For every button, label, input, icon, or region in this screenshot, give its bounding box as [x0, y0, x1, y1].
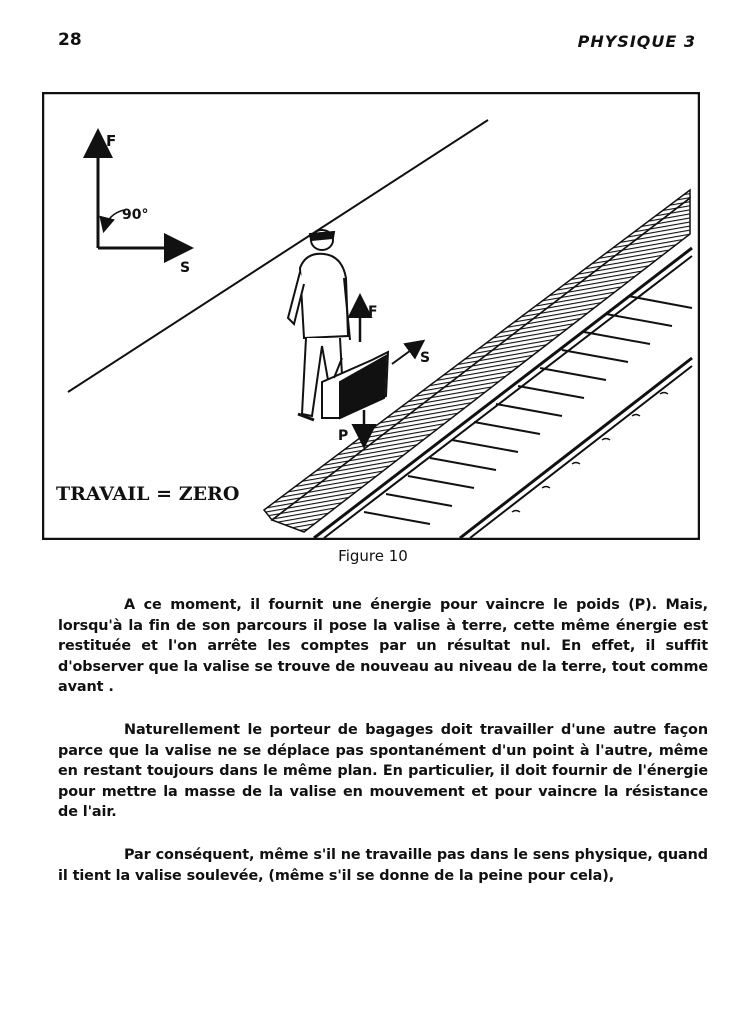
- angle-label: 90°: [122, 207, 149, 223]
- page-number: 28: [58, 30, 82, 50]
- body-text: [58, 595, 708, 908]
- paragraph: Par conséquent, même s'il ne travaille pas dans le sens physique, quand il tient la valise soulevée, (même s'il se donne de la peine pour cela),: [58, 846, 708, 884]
- man-displacement-label: S: [420, 350, 431, 366]
- force-label: F: [106, 132, 117, 150]
- paragraph: A ce moment, il fournit une énergie pour vaincre le poids (P). Mais, lorsqu'à la fin de son parcours il pose la valise à terre, cette même énergie est restituée et l'on arrête les comptes par un résultat nul. En effet, il suffit d'observer que la valise se trouve de nouveau au niveau de la terre, tout comme avant .: [58, 597, 708, 696]
- figure-caption: Figure 10: [338, 547, 408, 565]
- paragraph: Naturellement le porteur de bagages doit travailler d'une autre façon parce que la valise ne se déplace pas spontanément d'un point à l'autre, même en restant toujours dans le même plan. En particulier, il doit fournir de l'énergie pour mettre la masse de la valise en mouvement et pour vaincre la résistance de l'air.: [58, 721, 708, 821]
- weight-label: P: [338, 428, 349, 444]
- figure-illustration: [42, 92, 700, 540]
- man-force-label: F: [368, 304, 378, 320]
- displacement-label: S: [180, 260, 191, 276]
- running-title: PHYSIQUE 3: [577, 32, 696, 51]
- work-equation: TRAVAIL = ZERO: [56, 483, 240, 505]
